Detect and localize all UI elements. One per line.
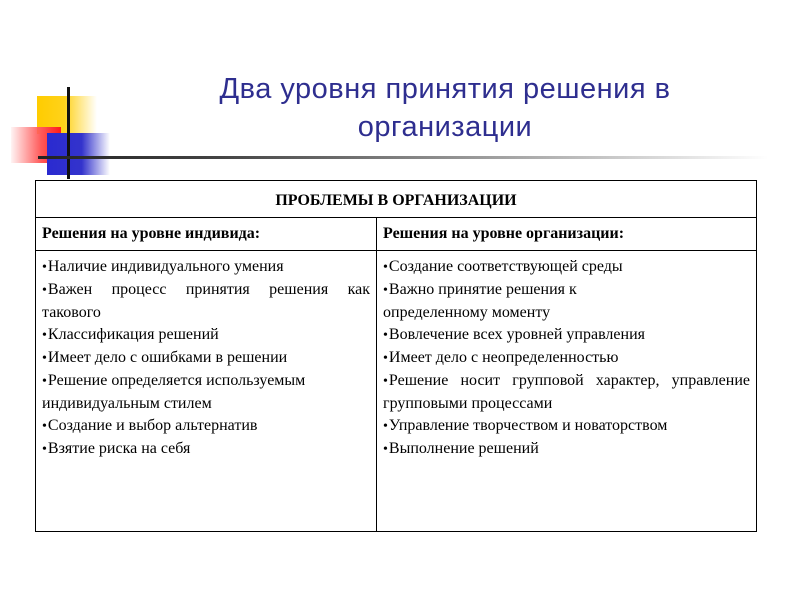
bullet-icon: • (42, 328, 47, 343)
list-item: •Важно принятие решения к определенному моменту (383, 281, 577, 321)
individual-cell (36, 251, 377, 532)
bullet-icon: • (42, 283, 47, 298)
bullet-icon: • (42, 442, 47, 457)
list-item: •Управление творчеством и новаторством (383, 417, 668, 434)
bullet-icon: • (383, 283, 388, 298)
bullet-icon: • (42, 374, 47, 389)
slide-title: Два уровня принятия решения в организации (219, 73, 671, 143)
bullet-icon: • (383, 442, 388, 457)
list-item: •Вовлечение всех уровней управления (383, 326, 645, 343)
bullet-icon: • (42, 260, 47, 275)
logo-blue-square (47, 133, 110, 175)
bullet-icon: • (383, 351, 388, 366)
bullet-icon: • (383, 419, 388, 434)
individual-list (42, 251, 370, 461)
problems-table (35, 180, 757, 532)
list-item: •Наличие индивидуального умения (42, 258, 284, 275)
list-item: •Взятие риска на себя (42, 440, 191, 457)
organization-cell (377, 251, 757, 532)
title-underline (38, 156, 768, 159)
list-item: •Создание соответствующей среды (383, 258, 623, 275)
list-item: •Выполнение решений (383, 440, 539, 457)
list-item: •Решение носит групповой характер, управление групповыми процессами (383, 372, 750, 412)
organization-list (383, 251, 750, 461)
list-item: •Имеет дело с ошибками в решении (42, 349, 288, 366)
bullet-icon: • (383, 260, 388, 275)
column-heading-organization: Решения на уровне организации: (377, 218, 757, 251)
list-item: •Решение определяется используемым индивидуальным стилем (42, 372, 306, 412)
bullet-icon: • (42, 351, 47, 366)
bullet-icon: • (383, 328, 388, 343)
column-heading-individual: Решения на уровне индивида: (36, 218, 377, 251)
list-item: •Важен процесс принятия решения как такового (42, 281, 370, 321)
logo-vertical-line (67, 87, 70, 179)
table-header: ПРОБЛЕМЫ В ОРГАНИЗАЦИИ (36, 181, 757, 218)
bullet-icon: • (383, 374, 388, 389)
list-item: •Создание и выбор альтернатив (42, 417, 258, 434)
bullet-icon: • (42, 419, 47, 434)
list-item: •Классификация решений (42, 326, 219, 343)
list-item: •Имеет дело с неопределенностью (383, 349, 619, 366)
